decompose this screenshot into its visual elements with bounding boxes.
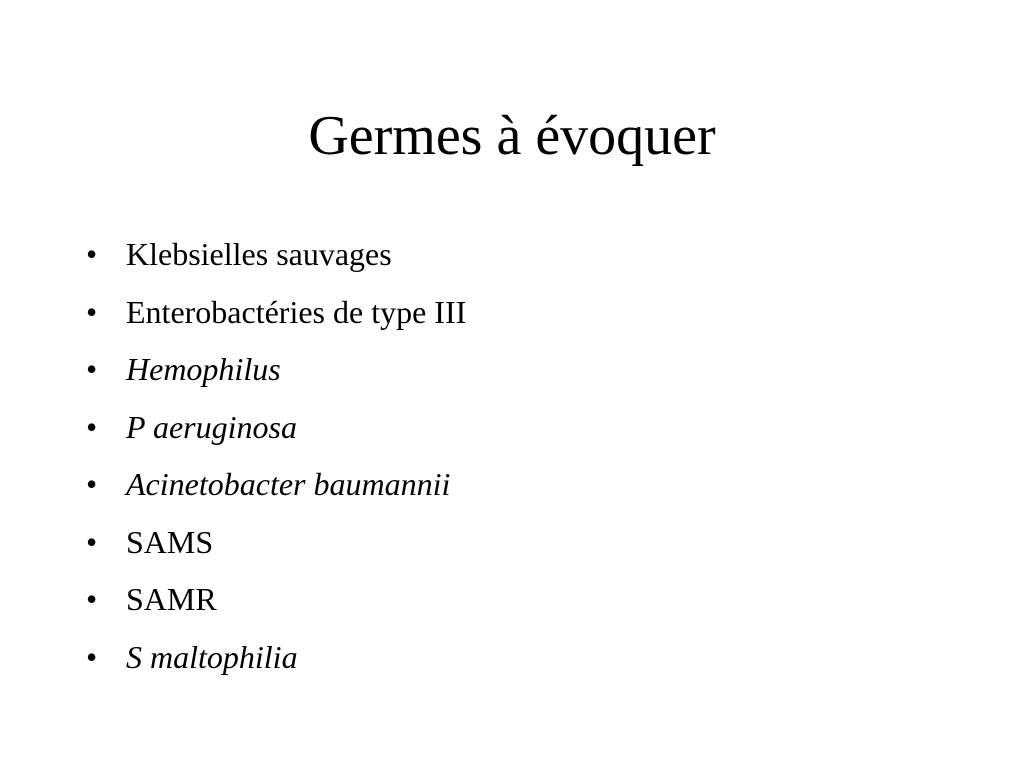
list-item — [86, 571, 466, 629]
list-item — [86, 284, 466, 342]
list-item — [86, 629, 466, 687]
list-item-text: SAMS — [126, 523, 214, 560]
list-item-text: P aeruginosa — [126, 408, 297, 445]
list-item — [86, 399, 466, 457]
bullet-icon: • — [86, 466, 98, 502]
bullet-icon: • — [86, 408, 98, 445]
bullet-icon: • — [86, 638, 98, 675]
list-item — [86, 514, 466, 572]
list-item-text: Hemophilus — [126, 351, 281, 387]
bullet-icon: • — [86, 293, 98, 330]
list-item-text: S maltophilia — [126, 638, 298, 675]
bullet-list — [86, 226, 466, 686]
bullet-icon: • — [86, 236, 98, 272]
bullet-icon: • — [86, 523, 98, 560]
list-item-text: SAMR — [126, 581, 217, 617]
list-item — [86, 341, 466, 399]
slide-title: Germes à évoquer — [308, 105, 716, 167]
list-item — [86, 226, 466, 284]
bullet-icon: • — [86, 581, 98, 617]
bullet-icon: • — [86, 351, 98, 387]
list-item-text: Enterobactéries de type III — [126, 293, 467, 330]
list-item-text: Klebsielles sauvages — [126, 236, 392, 272]
list-item-text: Acinetobacter baumannii — [126, 466, 451, 502]
list-item — [86, 456, 466, 514]
